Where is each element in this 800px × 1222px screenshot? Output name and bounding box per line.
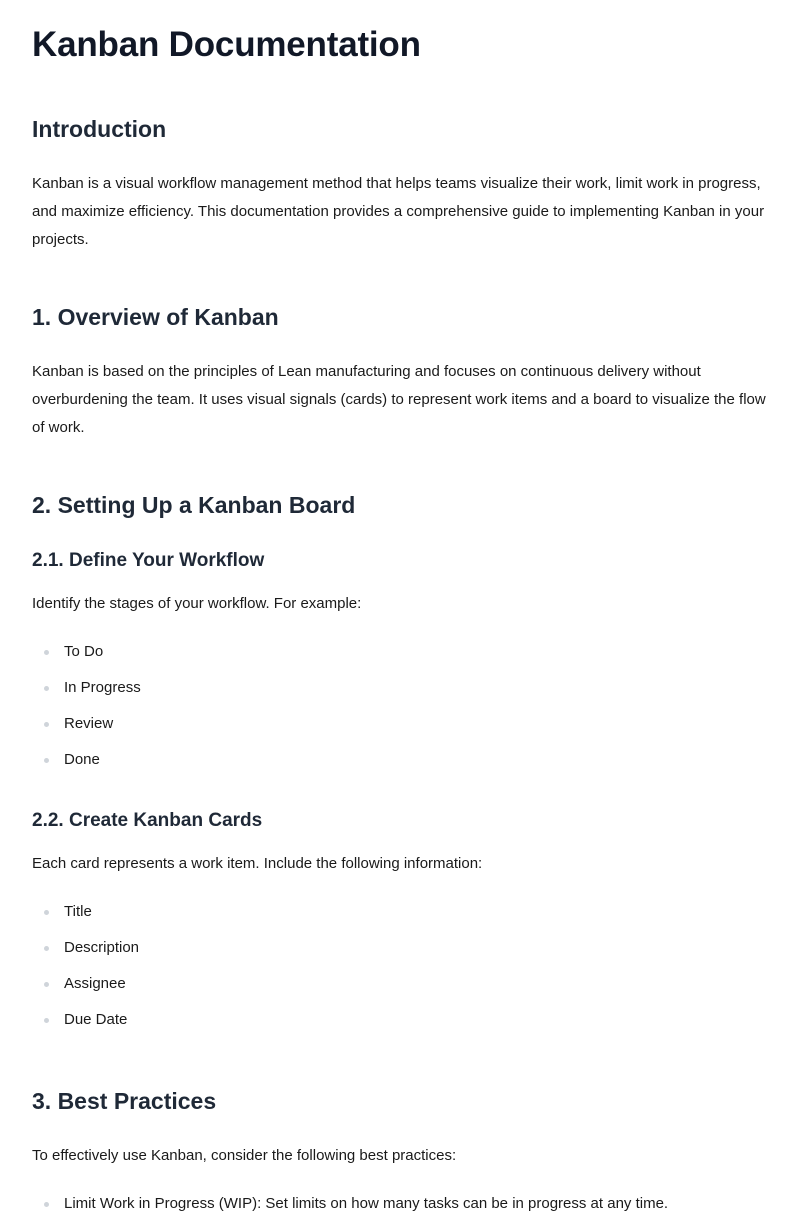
list-item: Assignee: [32, 966, 768, 1002]
overview-paragraph: Kanban is based on the principles of Lean manufacturing and focuses on continuous delivery without overburdening the team. It uses visual signals (cards) to represent work items and a board to visualize the flow of work.: [32, 363, 766, 436]
section-heading-best-practices: 3. Best Practices: [32, 1088, 217, 1114]
list-item: In Progress: [32, 670, 768, 706]
subsection-heading-workflow: 2.1. Define Your Workflow: [32, 550, 265, 571]
list-item: Description: [32, 930, 768, 966]
workflow-stage-list: [32, 634, 768, 778]
best-practices-list: [32, 1186, 768, 1222]
page-title: Kanban Documentation: [32, 25, 421, 64]
list-item: Done: [32, 742, 768, 778]
introduction-paragraph: Kanban is a visual workflow management method that helps teams visualize their work, limit work in progress, and maximize efficiency. This documentation provides a comprehensive guide to implementing Kanban in your projects.: [32, 175, 765, 248]
cards-paragraph: Each card represents a work item. Include the following information:: [32, 855, 483, 872]
list-item: Due Date: [32, 1002, 768, 1038]
section-heading-overview: 1. Overview of Kanban: [32, 304, 279, 330]
list-item: To Do: [32, 634, 768, 670]
section-heading-introduction: Introduction: [32, 116, 167, 142]
workflow-paragraph: Identify the stages of your workflow. For example:: [32, 595, 362, 612]
list-item: Title: [32, 894, 768, 930]
list-item: Limit Work in Progress (WIP): Set limits on how many tasks can be in progress at any time.: [32, 1186, 768, 1222]
card-fields-list: [32, 894, 768, 1038]
subsection-heading-cards: 2.2. Create Kanban Cards: [32, 810, 263, 831]
section-heading-setup: 2. Setting Up a Kanban Board: [32, 492, 356, 518]
best-practices-paragraph: To effectively use Kanban, consider the following best practices:: [32, 1147, 457, 1164]
list-item: Review: [32, 706, 768, 742]
